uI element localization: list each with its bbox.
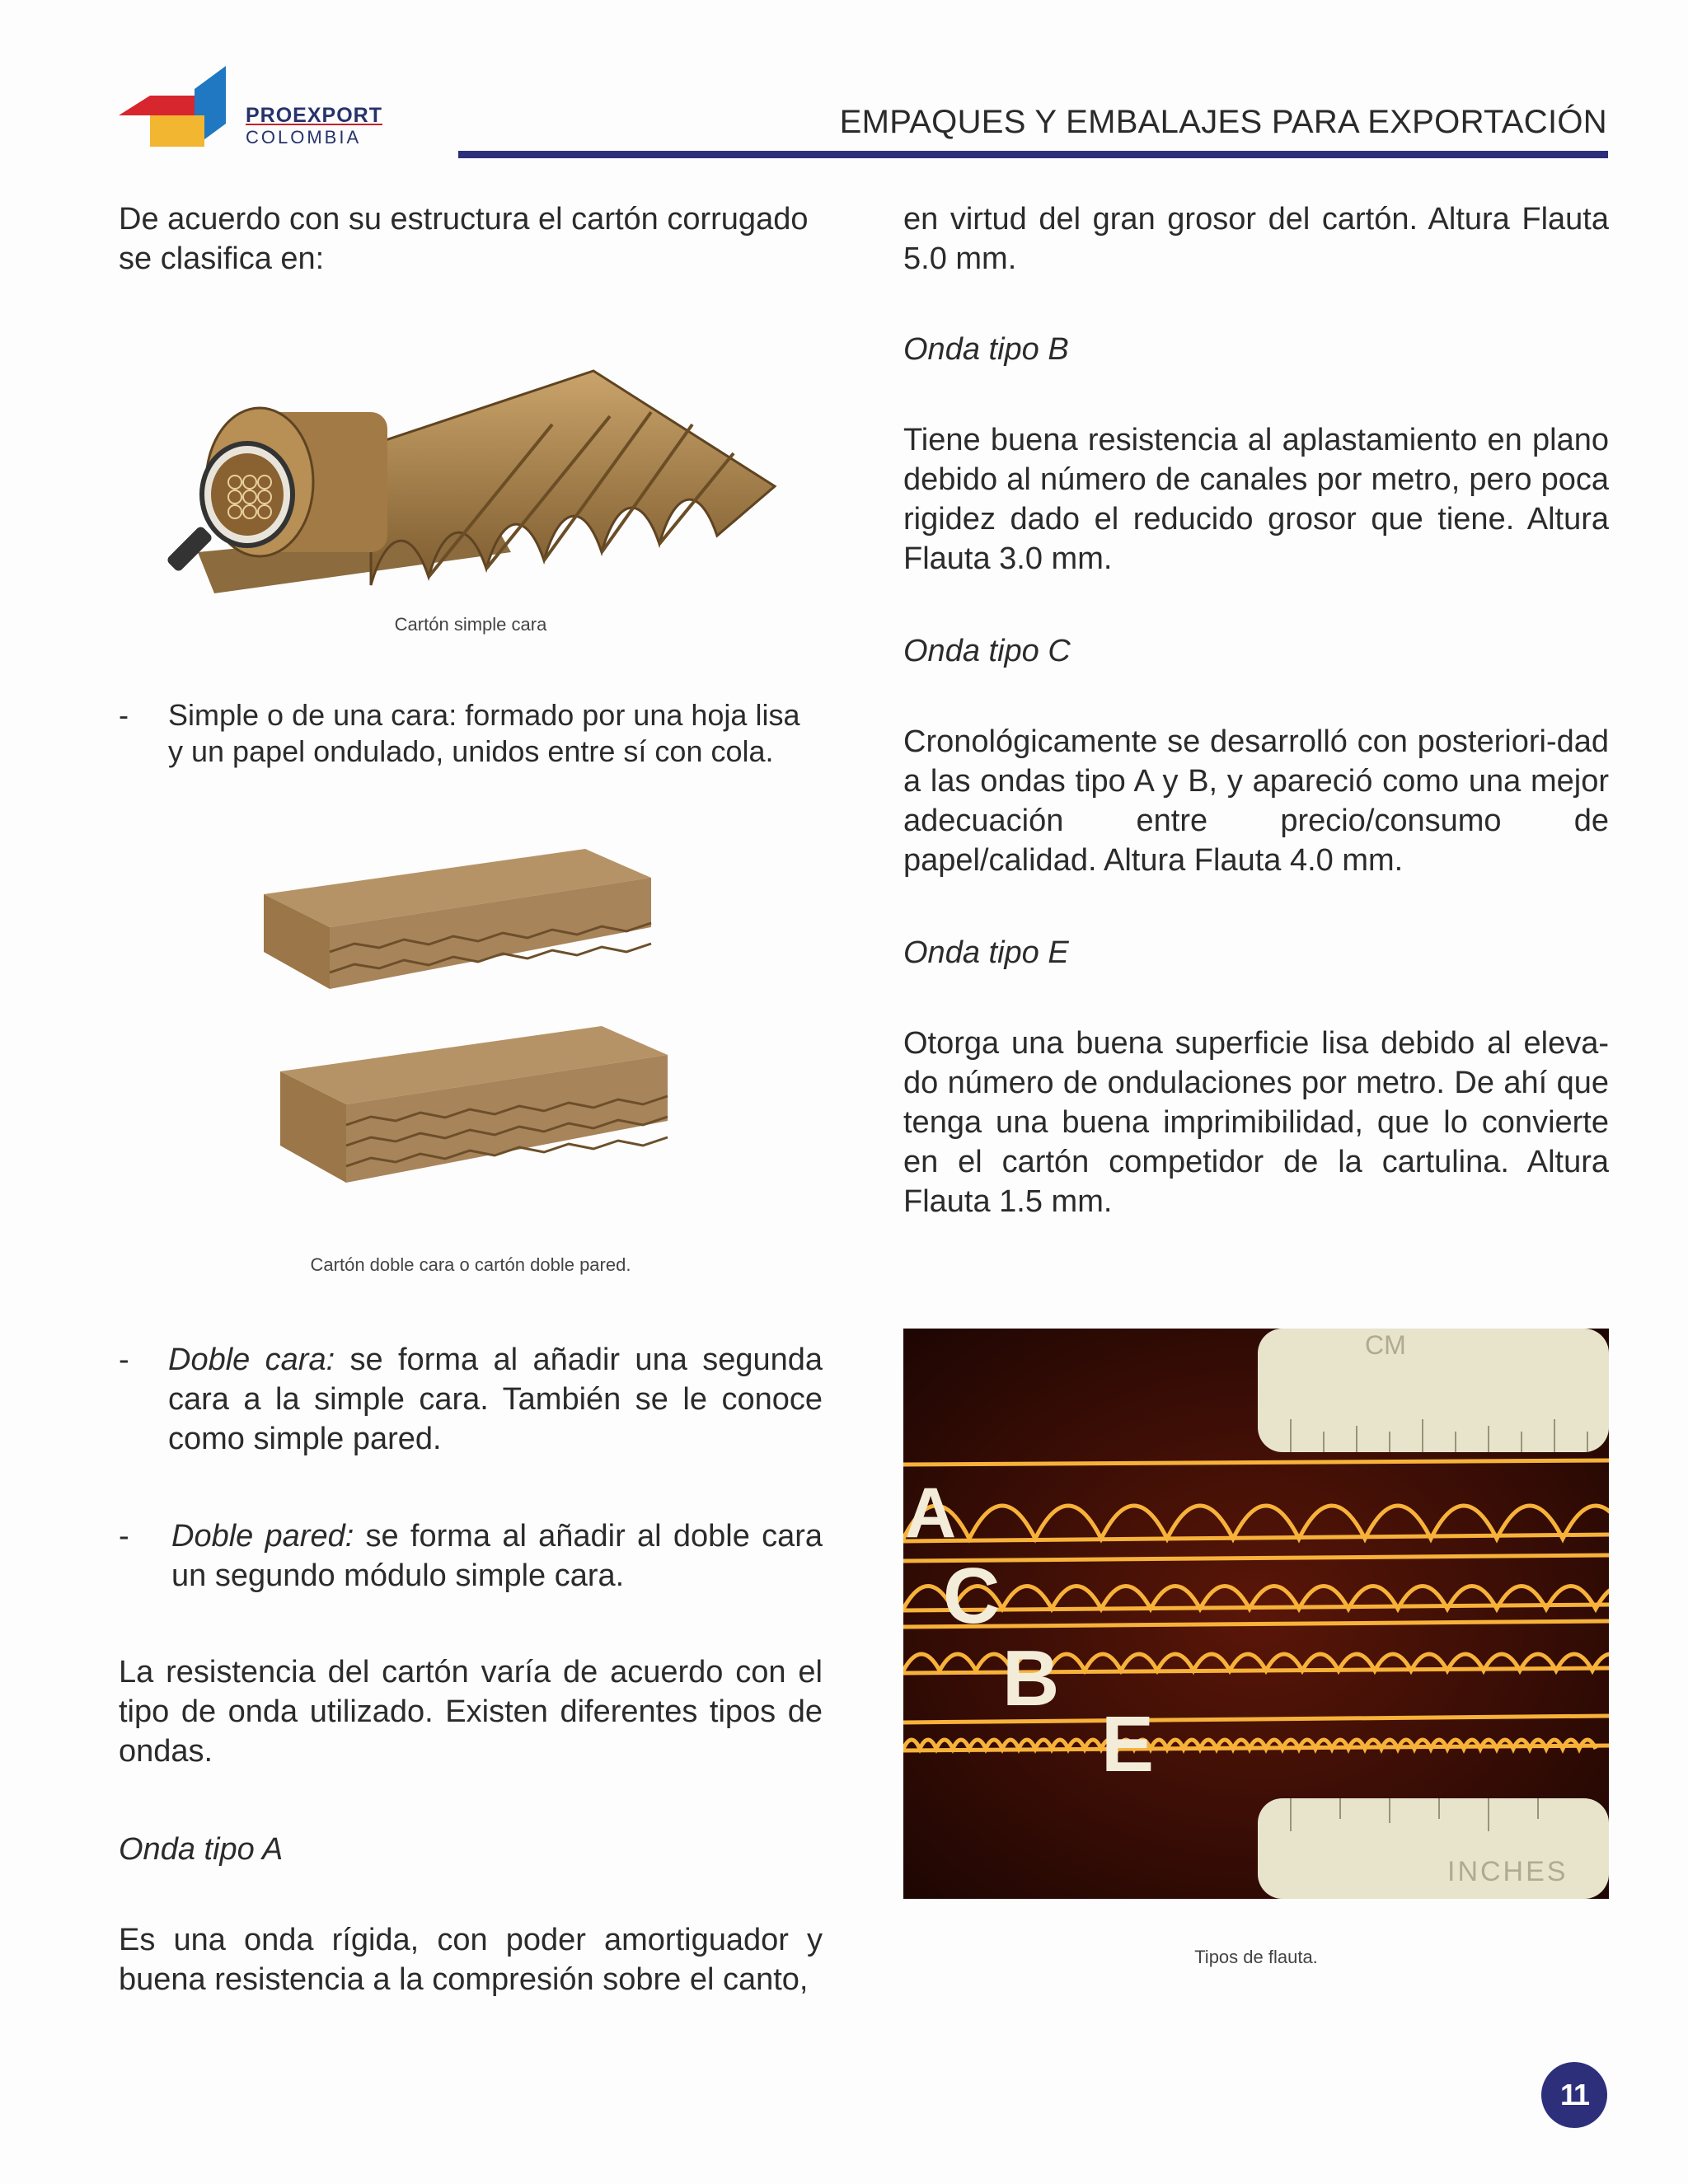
heading-onda-b: Onda tipo B	[903, 332, 1069, 367]
onda-c-paragraph: Cronológicamente se desarrolló con posteriori-dad a las ondas tipo A y B, y apareció como una mejor adecuación entre precio/consumo de papel/calidad. Altura Flauta 4.0 mm.	[903, 724, 1609, 878]
page-number: 11	[1559, 2078, 1589, 2111]
heading-onda-a: Onda tipo A	[119, 1832, 284, 1867]
ruler-label-cm: CM	[1365, 1330, 1406, 1360]
caption-flute-types: Tipos de flauta.	[1194, 1947, 1318, 1967]
bullet-dash: -	[119, 698, 129, 732]
bullet-dash: -	[119, 1343, 129, 1377]
bullet-double-face	[119, 1340, 823, 1459]
heading-onda-e: Onda tipo E	[903, 935, 1069, 970]
term-double-wall: Doble pared:	[171, 1519, 354, 1554]
caption-single-face: Cartón simple cara	[394, 614, 547, 635]
single-face-cardboard-image	[165, 346, 783, 618]
caption-double-face: Cartón doble cara o cartón doble pared.	[310, 1254, 631, 1275]
heading-onda-c: Onda tipo C	[903, 634, 1071, 668]
intro-paragraph: De acuerdo con su estructura el cartón corrugado se clasifica en:	[119, 202, 809, 276]
resistance-paragraph: La resistencia del cartón varía de acuerdo con el tipo de onda utilizado. Existen diferentes tipos de ondas.	[119, 1655, 823, 1769]
logo-text-colombia: COLOMBIA	[246, 127, 362, 148]
flute-letter-a: A	[905, 1474, 957, 1553]
flute-letter-c: C	[943, 1552, 1001, 1640]
bullet-single-face	[119, 697, 823, 770]
term-double-face: Doble cara:	[168, 1343, 335, 1377]
page-number-badge	[1541, 2062, 1607, 2128]
bullet-dash: -	[119, 1519, 129, 1554]
onda-b-paragraph: Tiene buena resistencia al aplastamiento en plano debido al número de canales por metro, pero poca rigidez dado el reducido grosor que tiene. Altura Flauta 3.0 mm.	[903, 423, 1609, 576]
flute-letter-b: B	[1002, 1634, 1060, 1722]
bullet-double-face-text: se forma al añadir una segunda cara a la simple cara. También se le conoce como simple pared.	[168, 1343, 823, 1456]
proexport-logo-mark	[119, 64, 234, 155]
bullet-double-wall-text: se forma al añadir al doble cara un segundo módulo simple cara.	[171, 1519, 823, 1593]
onda-a-paragraph: Es una onda rígida, con poder amortiguador y buena resistencia a la compresión sobre el canto,	[119, 1923, 823, 1997]
onda-e-paragraph: Otorga una buena superficie lisa debido al eleva-do número de ondulaciones por metro. De ahí que tenga una buena imprimibilidad, que lo convierte en el cartón competidor de la cartulina. Altura Flauta 1.5 mm.	[903, 1026, 1609, 1219]
double-face-cardboard-image	[247, 841, 709, 1195]
bullet-double-wall	[119, 1516, 823, 1596]
flute-letter-e: E	[1101, 1700, 1155, 1788]
ruler-label-inches: INCHES	[1447, 1856, 1568, 1887]
logo-text-proexport: PROEXPORT	[246, 104, 382, 127]
flute-types-photo	[903, 1329, 1609, 1899]
onda-a-continuation: en virtud del gran grosor del cartón. Altura Flauta 5.0 mm.	[903, 202, 1609, 276]
bullet-single-face-text: Simple o de una cara: formado por una hoja lisa y un papel ondulado, unidos entre sí con cola.	[168, 698, 800, 768]
document-title: EMPAQUES Y EMBALAJES PARA EXPORTACIÓN	[839, 104, 1607, 140]
header-divider	[458, 151, 1608, 158]
